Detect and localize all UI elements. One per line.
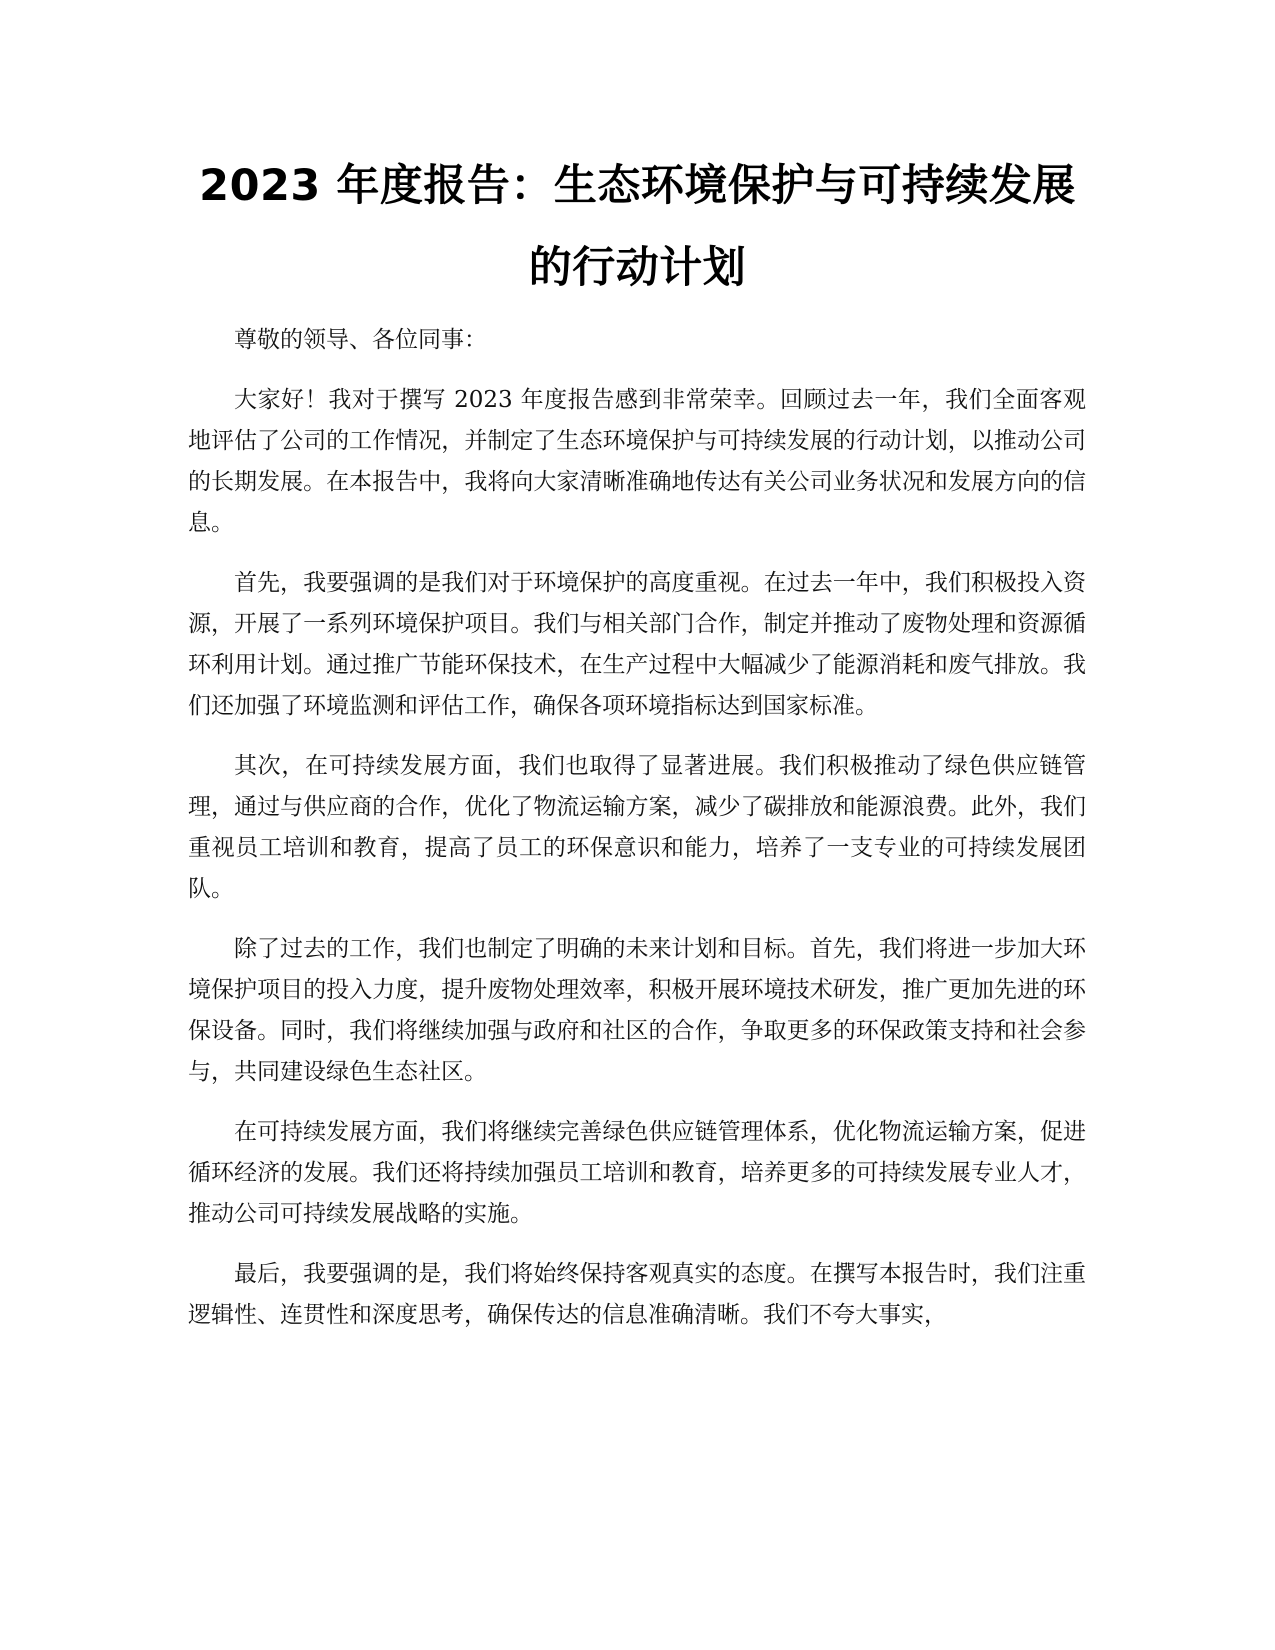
paragraph-intro: 大家好！我对于撰写 2023 年度报告感到非常荣幸。回顾过去一年，我们全面客观地评估了公司的工作情况，并制定了生态环境保护与可持续发展的行动计划，以推动公司的长期发展。在本报告中，我将向大家清晰准确地传达有关公司业务状况和发展方向的信息。 xyxy=(188,387,1086,536)
paragraph-sustainability-plans: 在可持续发展方面，我们将继续完善绿色供应链管理体系，优化物流运输方案，促进循环经济的发展。我们还将持续加强员工培训和教育，培养更多的可持续发展专业人才，推动公司可持续发展战略的实施。 xyxy=(188,1119,1086,1227)
paragraph-conclusion: 最后，我要强调的是，我们将始终保持客观真实的态度。在撰写本报告时，我们注重逻辑性、连贯性和深度思考，确保传达的信息准确清晰。我们不夸大事实， xyxy=(188,1261,1086,1328)
greeting: 尊敬的领导、各位同事： xyxy=(234,327,487,353)
paragraph-sustainability: 其次，在可持续发展方面，我们也取得了显著进展。我们积极推动了绿色供应链管理，通过与供应商的合作，优化了物流运输方案，减少了碳排放和能源浪费。此外，我们重视员工培训和教育，提高了员工的环保意识和能力，培养了一支专业的可持续发展团队。 xyxy=(188,753,1086,902)
title-line-1: 2023 年度报告：生态环境保护与可持续发展 xyxy=(199,161,1076,211)
title-line-2: 的行动计划 xyxy=(528,243,747,293)
paragraph-future-plans: 除了过去的工作，我们也制定了明确的未来计划和目标。首先，我们将进一步加大环境保护项目的投入力度，提升废物处理效率，积极开展环境技术研发，推广更加先进的环保设备。同时，我们将继续加强与政府和社区的合作，争取更多的环保政策支持和社会参与，共同建设绿色生态社区。 xyxy=(188,936,1086,1085)
document-body xyxy=(188,320,1086,1355)
document-title xyxy=(180,145,1095,309)
paragraph-environment: 首先，我要强调的是我们对于环境保护的高度重视。在过去一年中，我们积极投入资源，开展了一系列环境保护项目。我们与相关部门合作，制定并推动了废物处理和资源循环利用计划。通过推广节能环保技术，在生产过程中大幅减少了能源消耗和废气排放。我们还加强了环境监测和评估工作，确保各项环境指标达到国家标准。 xyxy=(188,570,1086,719)
